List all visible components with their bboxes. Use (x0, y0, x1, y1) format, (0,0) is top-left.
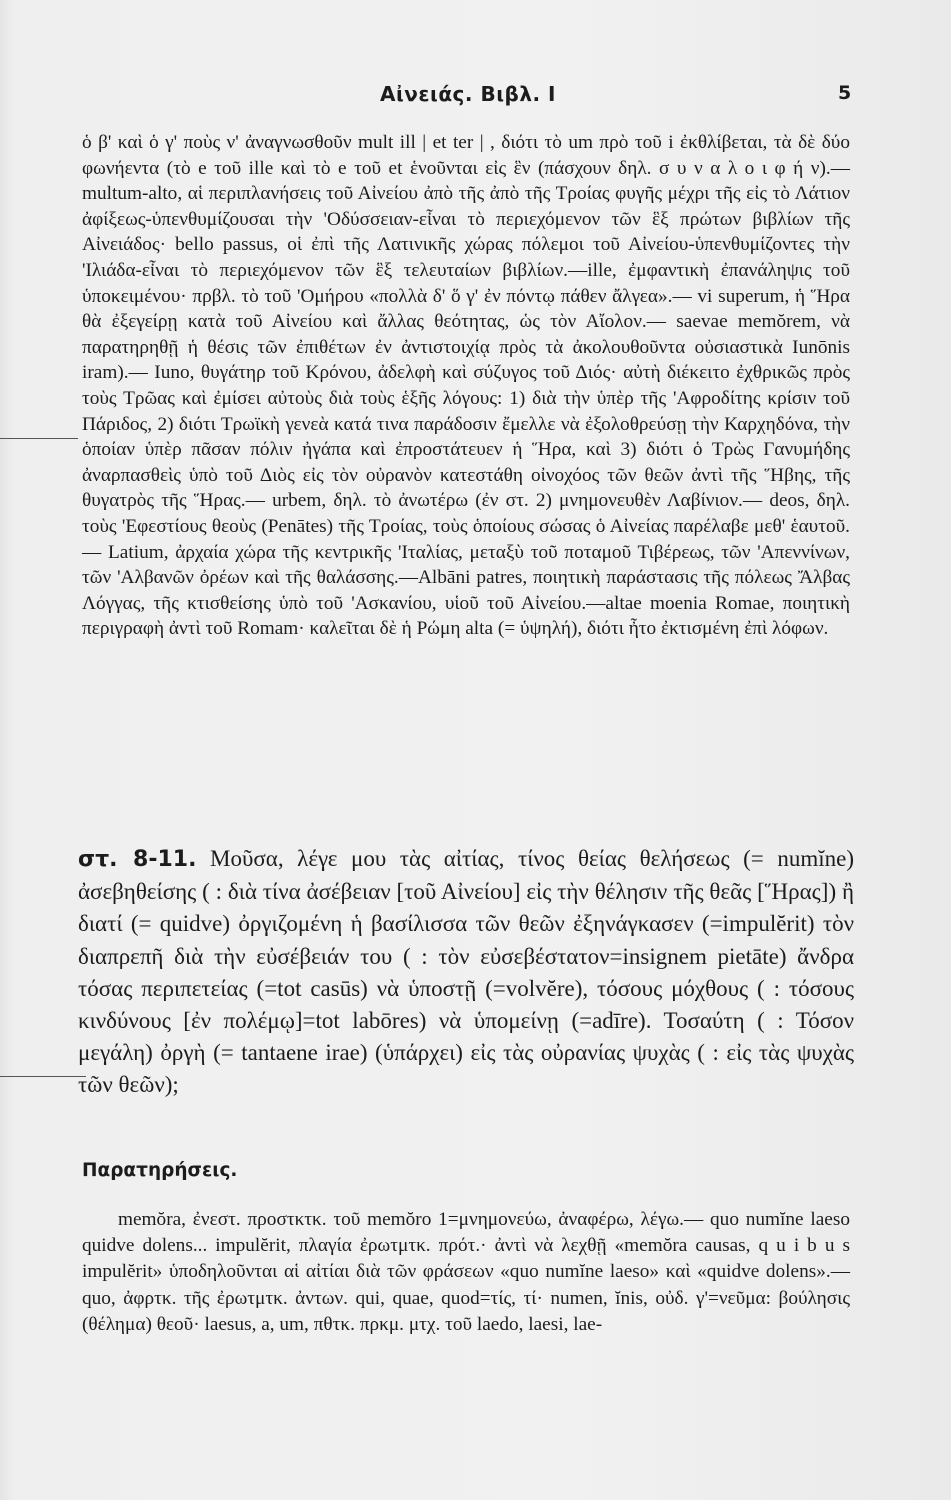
page-number: 5 (838, 82, 852, 104)
running-head (0, 80, 951, 112)
notes-text: memŏra, ἐνεστ. προστκτκ. τοῦ memŏro 1=μνημονεύω, ἀναφέρω, λέγω.— quo numĭne laeso quidve dolens... impulĕrit, πλαγία ἐρωτμτκ. πρότ.· ἀντὶ νὰ λεχθῇ «memŏra causas, q u i b u s impulĕrit» ὑποδηλοῦνται αἱ αἰτίαι διὰ τῶν φράσεων «quo numĭne laeso» καὶ «quidve dolens».— quo, ἀφρτκ. τῆς ἐρωτμτκ. ἀντων. qui, quae, quod=τίς, τί· numen, ĭnis, οὐδ. γ'=νεῦμα: βούλησις (θέλημα) θεοῦ· laesus, a, um, πθτκ. πρκμ. μτχ. τοῦ laedo, laesi, lae- (82, 1209, 850, 1335)
fold-mark-lower (0, 1076, 86, 1077)
verse-reference: στ. 8-11. (78, 847, 197, 872)
commentary-paragraph (82, 130, 850, 642)
verse-paraphrase-paragraph (78, 843, 854, 1102)
notes-paragraph (82, 1207, 850, 1338)
fold-mark-upper (0, 438, 78, 439)
verse-paraphrase (78, 843, 854, 1102)
running-title: Αἰνειάς. Βιβλ. Ι (380, 82, 556, 106)
notes-heading: Παρατηρήσεις. (82, 1160, 238, 1181)
commentary-text: ὁ β' καὶ ὁ γ' ποὺς ν' ἀναγνωσθοῦν mult ill | et ter | , διότι τὸ um πρὸ τοῦ i ἐκθλίβεται, τὰ δὲ δύο φωνήεντα (τὸ e τοῦ ille καὶ τὸ e τοῦ et ἑνοῦνται εἰς ἓν (πάσχουν δηλ. σ υ ν α λ ο ι φ ή ν).—multum-alto, αἱ περιπλανήσεις τοῦ Αἰνείου ἀπὸ τῆς ἀπὸ τῆς Τροίας φυγῆς μέχρι τῆς εἰς τὸ Λάτιον ἀφίξεως-ὑπενθυμίζουσαι τὴν 'Οδύσσειαν-εἶναι τὸ περιεχόμενον τῶν ἓξ πρώτων βιβλίων τῆς Αἰνειάδος· bello passus, οἱ ἐπὶ τῆς Λατινικῆς χώρας πόλεμοι τοῦ Αἰνείου-ὑπενθυμίζοντες τὴν 'Ιλιάδα-εἶναι τὸ περιεχόμενον τῶν ἓξ τελευταίων βιβλίων.—ille, ἐμφαντικὴ ἐπανάληψις τοῦ ὑποκειμένου· πρβλ. τὸ τοῦ 'Ομήρου «πολλὰ δ' ὅ γ' ἐν πόντῳ πάθεν ἄλγεα».— vi superum, ἡ Ἥρα θὰ ἐξεγείρῃ κατὰ τοῦ Αἰνείου καὶ ἄλλας θεότητας, ὡς τὸν Αἴολον.— saevae memŏrem, νὰ παρατηρηθῇ ἡ θέσις τῶν ἐπιθέτων ἐν ἀντιστοιχίᾳ πρὸς τὰ ἀκολουθοῦντα οὐσιαστικὰ Iunōnis iram).— Iuno, θυγάτηρ τοῦ Κρόνου, ἀδελφὴ καὶ σύζυγος τοῦ Διός· αὐτὴ διέκειτο ἐχθρικῶς πρὸς τοὺς Τρῶας καὶ ἐμίσει αὐτοὺς διὰ τοὺς ἑξῆς λόγους: 1) διὰ τὴν ὑπὲρ τῆς 'Αφροδίτης κρίσιν τοῦ Πάριδος, 2) διότι Τρωϊκὴ γενεὰ κατά τινα παράδοσιν ἔμελλε νὰ ἐξολοθρεύσῃ τὴν Καρχηδόνα, τὴν ὁποίαν ὑπὲρ πᾶσαν πόλιν ἠγάπα καὶ ἐπροστάτευεν ἡ Ἥρα, καὶ 3) διότι ὁ Τρὼς Γανυμήδης ἀναρπασθεὶς ὑπὸ τοῦ Διὸς εἰς τὸν οὐρανὸν κατεστάθη οἰνοχόος τῶν θεῶν ἀντὶ τῆς Ἥβης, τῆς θυγατρὸς τῆς Ἥρας.— urbem, δηλ. τὸ ἀνωτέρω (ἐν στ. 2) μνημονευθὲν Λαβίνιον.— deos, δηλ. τοὺς 'Εφεστίους θεοὺς (Penātes) τῆς Τροίας, τοὺς ὁποίους σώσας ὁ Αἰνείας παρέλαβε μεθ' ἑαυτοῦ.— Latium, ἀρχαία χώρα τῆς κεντρικῆς 'Ιταλίας, μεταξὺ τοῦ ποταμοῦ Τιβέρεως, τῶν 'Απεννίνων, τῶν 'Αλβανῶν ὀρέων καὶ τῆς θαλάσσης.—Albāni patres, ποιητικὴ παράστασις τῆς πόλεως Ἄλβας Λόγγας, τῆς κτισθείσης ὑπὸ τοῦ 'Ασκανίου, υἱοῦ τοῦ Αἰνείου.—altae moenia Romae, ποιητικὴ περιγραφὴ ἀντὶ τοῦ Romam· καλεῖται δὲ ἡ Ρώμη alta (= ὑψηλή), διότι ἦτο ἐκτισμένη ἐπὶ λόφων. (82, 132, 850, 640)
verse-paraphrase-text: Μοῦσα, λέγε μου τὰς αἰτίας, τίνος θείας θελήσεως (= numĭne) ἀσεβηθείσης ( : διὰ τίνα ἀσέβειαν [τοῦ Αἰνείου] εἰς τὴν θέλησιν τῆς θεᾶς [Ἥρας]) ἢ διατί (= quidve) ὀργιζομένη ἡ βασίλισσα τῶν θεῶν ἐξηνάγκασεν (=impulĕrit) τὸν διαπρεπῆ διὰ τὴν εὐσέβειάν του ( : τὸν εὐσεβέστατον=insignem pietāte) ἄνδρα τόσας περιπετείας (=tot casūs) νὰ ὑποστῇ (=volvĕre), τόσους μόχθους ( : τόσους κινδύνους [ἐν πολέμῳ]=tot labōres) νὰ ὑπομείνῃ (=adīre). Τοσαύτη ( : Τόσον μεγάλη) ὀργὴ (= tantaene irae) (ὑπάρχει) εἰς τὰς οὐρανίας ψυχὰς ( : εἰς τὰς ψυχὰς τῶν θεῶν); (78, 846, 855, 1098)
